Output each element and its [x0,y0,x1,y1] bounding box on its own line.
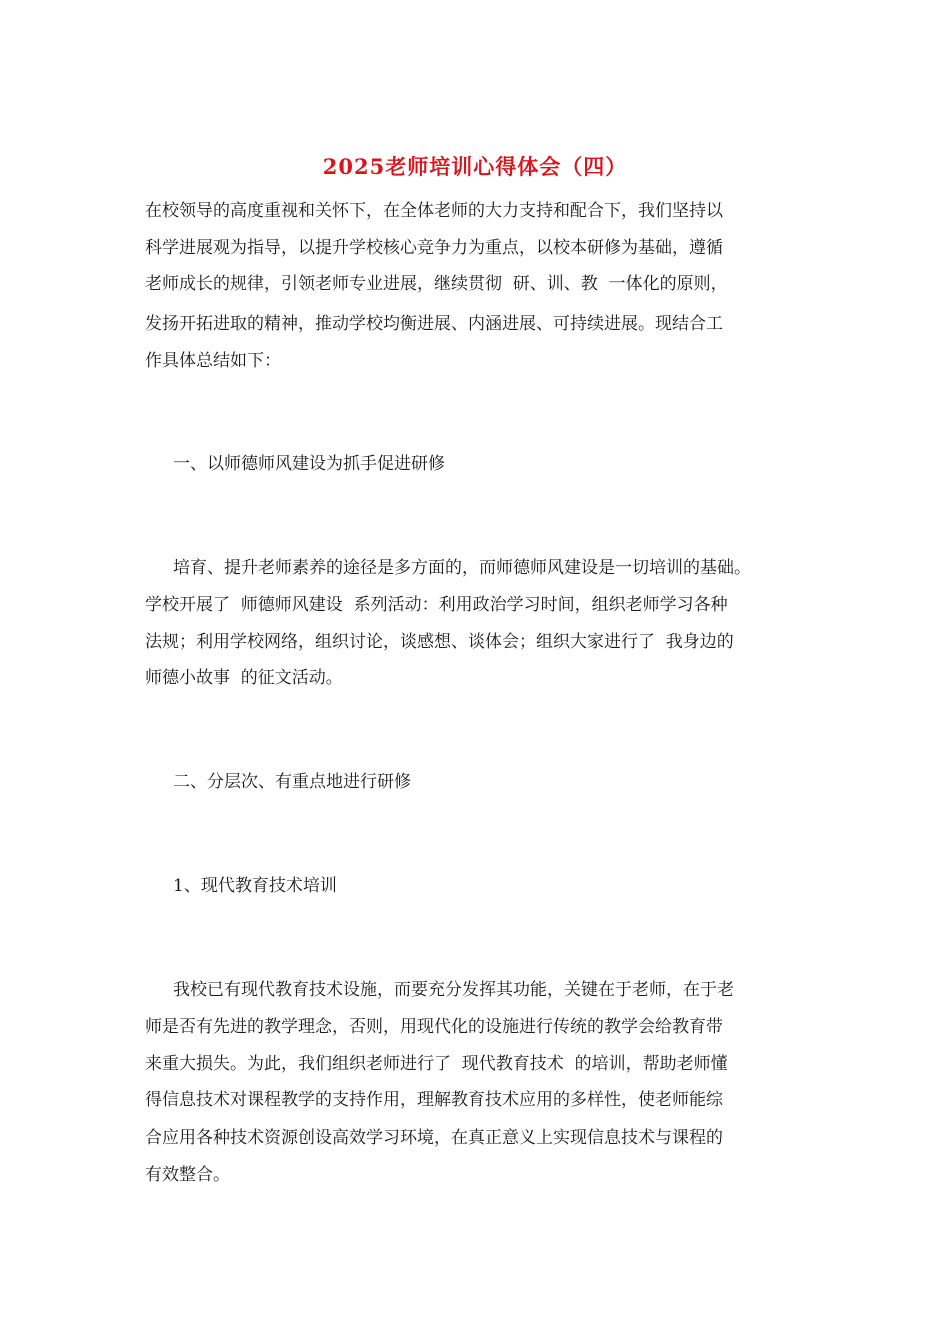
subsection-heading-1: 1、现代教育技术培训 [173,876,337,896]
paragraph-1-line-3: 法规；利用学校网络，组织讨论，谈感想、谈体会；组织大家进行了 我身边的 [145,632,734,652]
paragraph-1-line-1: 培育、提升老师素养的途径是多方面的，而师德师风建设是一切培训的基础。 [173,558,751,578]
paragraph-2-line-6: 有效整合。 [145,1165,230,1185]
intro-line-1: 在校领导的高度重视和关怀下，在全体老师的大力支持和配合下，我们坚持以 [145,201,723,221]
paragraph-2-line-3: 来重大损失。为此，我们组织老师进行了 现代教育技术 的培训，帮助老师懂 [145,1054,728,1074]
document-title: 2025老师培训心得体会（四） [322,154,628,179]
paragraph-2-line-2: 师是否有先进的教学理念，否则，用现代化的设施进行传统的教学会给教育带 [145,1017,723,1037]
section-heading-1: 一、以师德师风建设为抓手促进研修 [173,454,445,474]
paragraph-2-line-4: 得信息技术对课程教学的支持作用，理解教育技术应用的多样性，使老师能综 [145,1090,723,1110]
intro-line-5: 作具体总结如下： [145,351,281,371]
paragraph-1-line-2: 学校开展了 师德师风建设 系列活动：利用政治学习时间，组织老师学习各种 [145,595,728,615]
paragraph-2-line-1: 我校已有现代教育技术设施，而要充分发挥其功能，关键在于老师，在于老 [173,980,734,1000]
paragraph-1-line-4: 师德小故事 的征文活动。 [145,668,343,688]
intro-line-3: 老师成长的规律，引领老师专业进展，继续贯彻 研、训、教 一体化的原则， [145,274,728,294]
intro-line-4: 发扬开拓进取的精神，推动学校均衡进展、内涵进展、可持续进展。现结合工 [145,314,723,334]
intro-line-2: 科学进展观为指导，以提升学校核心竞争力为重点，以校本研修为基础，遵循 [145,238,723,258]
section-heading-2: 二、分层次、有重点地进行研修 [173,772,411,792]
paragraph-2-line-5: 合应用各种技术资源创设高效学习环境，在真正意义上实现信息技术与课程的 [145,1128,723,1148]
